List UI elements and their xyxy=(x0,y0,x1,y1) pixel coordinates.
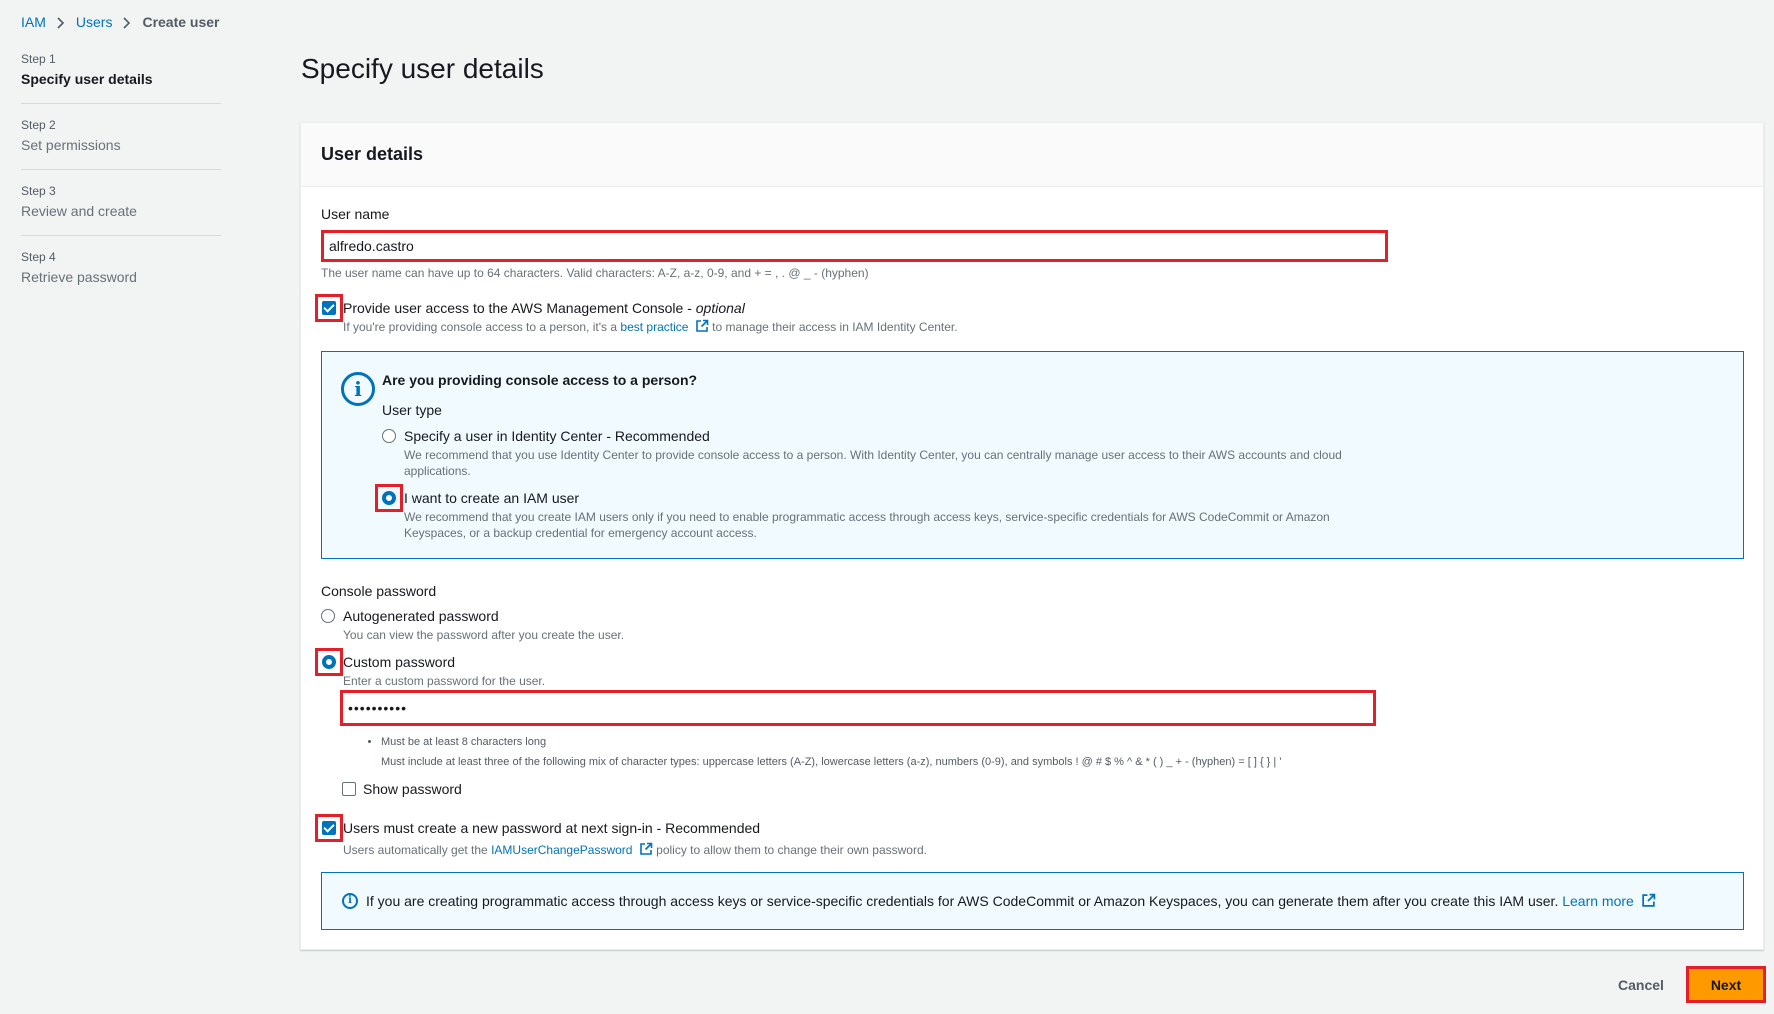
programmatic-access-message: If you are creating programmatic access through access keys or service-specific credentials for AWS CodeCommit or Amazon Keyspaces, you can generate them after you create this IAM user. xyxy=(366,893,1559,909)
external-link-icon xyxy=(1641,893,1656,911)
username-hint: The user name can have up to 64 characters. Valid characters: A-Z, a-z, 0-9, and + = , . @ _ - (hyphen) xyxy=(321,266,869,280)
step-number: Step 3 xyxy=(21,184,56,198)
iam-user-label: I want to create an IAM user xyxy=(404,490,580,506)
wizard-steps xyxy=(21,52,221,315)
step-number: Step 1 xyxy=(21,52,56,66)
optional-tag: optional xyxy=(695,300,745,316)
console-access-text: Provide user access to the AWS Management Console - xyxy=(343,300,692,316)
autogenerated-password-label: Autogenerated password xyxy=(343,608,499,624)
step-label: Set permissions xyxy=(21,137,121,153)
step-3 xyxy=(21,184,221,236)
breadcrumb xyxy=(21,14,220,30)
step-1[interactable] xyxy=(21,52,221,104)
breadcrumb-users-link[interactable]: Users xyxy=(75,14,113,30)
reset-password-checkbox[interactable] xyxy=(322,821,336,835)
console-access-checkbox[interactable] xyxy=(322,301,336,315)
iam-user-desc: We recommend that you create IAM users only if you need to enable programmatic access through access keys, service-specific credentials for AWS CodeCommit or Amazon Keyspaces, or a backup credential for emergency account access. xyxy=(404,510,1330,540)
reset-password-desc xyxy=(343,842,927,860)
step-label: Retrieve password xyxy=(21,269,137,285)
panel-title: User details xyxy=(321,144,424,164)
iam-user-radio[interactable] xyxy=(382,491,396,505)
reset-password-label: Users must create a new password at next sign-in - Recommended xyxy=(343,820,761,836)
password-rules xyxy=(368,736,1388,776)
show-password-checkbox[interactable] xyxy=(342,782,356,796)
custom-password-desc: Enter a custom password for the user. xyxy=(343,674,546,688)
page-title: Specify user details xyxy=(301,53,544,84)
step-number: Step 2 xyxy=(21,118,56,132)
best-practice-link[interactable]: best practice xyxy=(620,320,689,335)
chevron-right-icon xyxy=(112,14,142,30)
autogenerated-password-radio[interactable] xyxy=(321,609,335,623)
info-icon: i xyxy=(342,893,358,909)
password-rule: • Must include at least three of the following mix of character types: uppercase letters (A-Z), lowercase letters (a-z), numbers (0-9), and symbols ! @ # $ % ^ & * ( ) _ + - (hyphen) = [ ] { } | ' xyxy=(381,756,1388,768)
learn-more-link[interactable]: Learn more xyxy=(1562,893,1634,909)
chevron-right-icon xyxy=(46,14,76,30)
cancel-button[interactable]: Cancel xyxy=(1618,977,1664,993)
identity-center-desc: We recommend that you use Identity Center to provide console access to a person. With Identity Center, you can centrally manage user access to their AWS accounts and cloud applications. xyxy=(404,448,1342,478)
console-access-label xyxy=(343,300,745,316)
breadcrumb-iam-link[interactable]: IAM xyxy=(21,14,46,30)
external-link-icon xyxy=(695,319,709,337)
step-2 xyxy=(21,118,221,170)
reset-desc-post: policy to allow them to change their own password. xyxy=(656,843,927,858)
programmatic-access-text xyxy=(366,893,1656,911)
step-label: Specify user details xyxy=(21,71,153,87)
console-access-desc-post: to manage their access in IAM Identity Center. xyxy=(712,320,958,335)
identity-center-label: Specify a user in Identity Center - Recommended xyxy=(404,428,710,444)
identity-center-radio[interactable] xyxy=(382,429,396,443)
password-rule: • Must be at least 8 characters long xyxy=(381,736,1388,748)
reset-desc-pre: Users automatically get the xyxy=(343,843,488,858)
step-label: Review and create xyxy=(21,203,137,219)
info-icon: i xyxy=(341,372,375,406)
step-number: Step 4 xyxy=(21,250,56,264)
username-input[interactable] xyxy=(321,230,1388,262)
autogenerated-password-desc: You can view the password after you create the user. xyxy=(343,628,625,642)
user-type-label: User type xyxy=(382,402,442,418)
info-heading: Are you providing console access to a person? xyxy=(382,372,698,388)
next-button[interactable]: Next xyxy=(1686,966,1766,1003)
username-label: User name xyxy=(321,206,390,222)
iam-user-change-password-link[interactable]: IAMUserChangePassword xyxy=(491,843,633,858)
custom-password-label: Custom password xyxy=(343,654,456,670)
console-password-label: Console password xyxy=(321,583,437,599)
panel-header xyxy=(301,123,1763,187)
breadcrumb-current: Create user xyxy=(142,14,220,30)
console-access-desc xyxy=(343,319,958,337)
custom-password-radio[interactable] xyxy=(322,655,336,669)
show-password-label: Show password xyxy=(363,781,462,797)
console-access-desc-pre: If you're providing console access to a person, it's a xyxy=(343,320,618,335)
external-link-icon xyxy=(639,842,653,860)
custom-password-input[interactable] xyxy=(340,690,1376,726)
step-4 xyxy=(21,250,221,301)
